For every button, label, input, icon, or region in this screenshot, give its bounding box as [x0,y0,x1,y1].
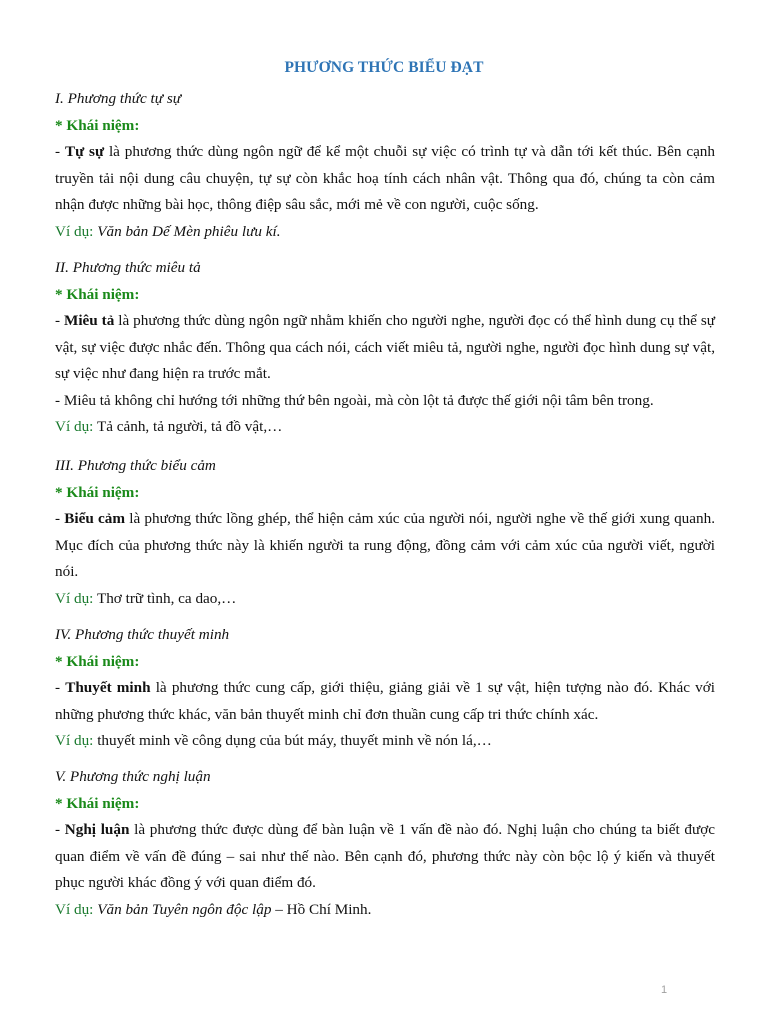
section-definition: - Miêu tả là phương thức dùng ngôn ngữ nhằm khiến cho người nghe, người đọc có thể hình dung cụ thể sự vật, sự việc được nhắc đến. Thông qua cách nói, cách viết miêu tả, người nghe, người đọc hình dung sự vật, sự việc như đang hiện ra trước mắt. [55,312,715,382]
section-term: Biểu cảm [64,510,126,527]
section-tu-su [55,86,715,245]
example-suffix: – Hồ Chí Minh. [271,900,372,918]
example-label: Ví dụ: [55,222,94,240]
section-heading: I. Phương thức tự sự [55,90,182,107]
section-example [55,414,715,441]
page-number: 1 [661,984,668,996]
section-example [55,728,715,755]
definition-text: là phương thức dùng ngôn ngữ để kể một chuỗi sự việc có trình tự và dẫn tới kết thúc. Bên cạnh truyền tải nội dung câu chuyện, tự sự còn khắc hoạ tính cách nhân vật. Thông qua đó, chúng ta còn cảm nhận được những bài học, thông điệp sâu sắc, mới mẻ về con người, cuộc sống. [55,143,715,213]
example-label: Ví dụ: [55,589,94,607]
section-definition: - Thuyết minh là phương thức cung cấp, giới thiệu, giảng giải về 1 sự vật, hiện tượng nào đó. Khác với những phương thức khác, văn bản thuyết minh chỉ đơn thuần cung cấp tri thức chính xác. [55,679,715,723]
section-mieu-ta [55,255,715,441]
section-term: Nghị luận [64,821,130,838]
definition-text: là phương thức dùng ngôn ngữ nhằm khiến cho người nghe, người đọc có thể hình dung cụ thể sự vật, sự việc được nhắc đến. Thông qua cách nói, cách viết miêu tả, người nghe, người đọc hình dung sự vật, sự việc như đang hiện ra trước mắt. [55,312,715,382]
example-label: Ví dụ: [55,732,94,749]
section-heading: IV. Phương thức thuyết minh [55,626,230,643]
concept-label: * Khái niệm: [55,116,140,134]
document-title: PHƯƠNG THỨC BIỂU ĐẠT [284,59,484,76]
section-definition: - Tự sự là phương thức dùng ngôn ngữ để kể một chuỗi sự việc có trình tự và dẫn tới kết thúc. Bên cạnh truyền tải nội dung câu chuyện, tự sự còn khắc hoạ tính cách nhân vật. Thông qua đó, chúng ta còn cảm nhận được những bài học, thông điệp sâu sắc, mới mẻ về con người, cuộc sống. [55,143,715,213]
section-example [55,586,715,613]
section-heading: III. Phương thức biểu cảm [55,457,216,474]
example-text: thuyết minh về công dụng của bút máy, thuyết minh về nón lá,… [97,732,492,749]
concept-label: * Khái niệm: [55,483,140,501]
section-example [55,219,715,246]
section-thuyet-minh [55,622,715,755]
section-term: Tự sự [64,143,105,160]
example-label: Ví dụ: [55,900,94,918]
section-definition: - Nghị luận là phương thức được dùng để bàn luận về 1 vấn đề nào đó. Nghị luận cho chúng ta biết được quan điểm về vấn đề đúng – sai như thế nào. Bên cạnh đó, phương thức này còn bộc lộ ý kiến và thuyết phục người khác đồng ý với quan điểm đó. [55,821,715,891]
section-extra: - Miêu tả không chỉ hướng tới những thứ bên ngoài, mà còn lột tả được thế giới nội tâm bên trong. [55,391,654,409]
example-text: Văn bản Dế Mèn phiêu lưu kí. [97,222,281,240]
section-term: Miêu tả [64,312,115,329]
concept-label: * Khái niệm: [55,652,140,670]
example-label: Ví dụ: [55,418,94,435]
definition-text: là phương thức được dùng để bàn luận về 1 vấn đề nào đó. Nghị luận cho chúng ta biết được quan điểm về vấn đề đúng – sai như thế nào. Bên cạnh đó, phương thức này còn bộc lộ ý kiến và thuyết phục người khác đồng ý với quan điểm đó. [55,821,715,891]
concept-label: * Khái niệm: [55,794,140,812]
section-definition: - Biểu cảm là phương thức lồng ghép, thể hiện cảm xúc của người nói, người nghe về thế giới xung quanh. Mục đích của phương thức này là khiến người ta rung động, đồng cảm với cảm xúc của người viết, người nói. [55,510,716,580]
section-nghi-luan [55,764,715,923]
section-example [55,897,715,924]
example-text: Văn bản Tuyên ngôn độc lập [97,900,272,918]
section-bieu-cam [55,453,715,612]
definition-text: là phương thức lồng ghép, thể hiện cảm xúc của người nói, người nghe về thế giới xung quanh. Mục đích của phương thức này là khiến người ta rung động, đồng cảm với cảm xúc của người viết, người nói. [55,510,716,580]
section-heading: II. Phương thức miêu tả [55,259,201,276]
concept-label: * Khái niệm: [55,285,140,303]
definition-text: là phương thức cung cấp, giới thiệu, giảng giải về 1 sự vật, hiện tượng nào đó. Khác với những phương thức khác, văn bản thuyết minh chỉ đơn thuần cung cấp tri thức chính xác. [55,679,715,723]
section-term: Thuyết minh [65,679,151,696]
section-heading: V. Phương thức nghị luận [55,768,211,785]
example-text: Thơ trữ tình, ca dao,… [96,589,237,607]
example-text: Tả cảnh, tả người, tả đồ vật,… [96,418,283,435]
